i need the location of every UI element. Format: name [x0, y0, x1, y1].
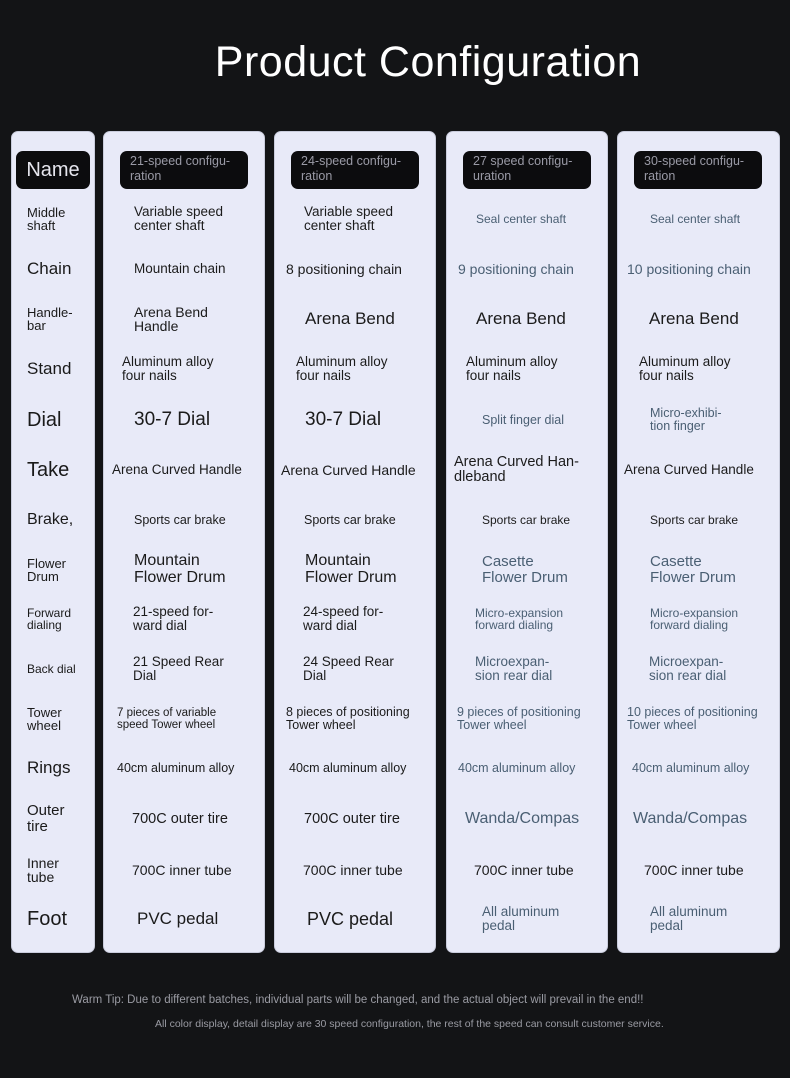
config-cell: Micro-expansion forward dialing: [650, 605, 739, 633]
config-cell: 24 Speed Rear Dial: [303, 654, 394, 684]
config-cell: Seal center shaft: [650, 211, 741, 226]
row-label: Brake,: [27, 510, 74, 528]
row-label: Take: [27, 458, 70, 481]
row-label: Handle- bar: [27, 304, 73, 334]
config-cell: 700C inner tube: [474, 861, 574, 878]
color-display-note: All color display, detail display are 30 speed configuration, the rest of the speed can consult customer service.: [155, 1018, 664, 1030]
config-cell: Casette Flower Drum: [650, 553, 736, 586]
config-cell: 8 positioning chain: [286, 260, 402, 277]
row-label: Flower Drum: [27, 555, 67, 585]
config-cell: 30-7 Dial: [305, 409, 382, 430]
config-cell: Microexpan- sion rear dial: [475, 654, 553, 684]
header-name: Name: [16, 151, 90, 189]
config-cell: Variable speed center shaft: [134, 204, 224, 234]
config-column-3: [446, 131, 608, 953]
header-config-3: 27 speed configu- uration: [463, 151, 591, 189]
header-config-2: 24-speed configu- ration: [291, 151, 419, 189]
row-label: Forward dialing: [27, 605, 72, 633]
config-cell: Microexpan- sion rear dial: [649, 654, 727, 684]
row-label: Inner tube: [27, 854, 59, 886]
row-label: Stand: [27, 359, 72, 378]
config-cell: 700C outer tire: [132, 810, 228, 827]
config-cell: Casette Flower Drum: [482, 553, 568, 586]
config-cell: All aluminum pedal: [650, 904, 728, 934]
config-cell: Sports car brake: [304, 512, 396, 527]
config-cell: Mountain Flower Drum: [134, 552, 226, 586]
config-cell: Sports car brake: [482, 512, 571, 527]
config-cell: Wanda/Compas: [633, 809, 748, 827]
config-cell: Mountain chain: [134, 261, 226, 276]
config-cell: Sports car brake: [650, 512, 739, 527]
config-cell: Arena Curved Handle: [112, 462, 242, 477]
config-cell: 10 pieces of positioning Tower wheel: [627, 705, 758, 733]
config-cell: 40cm aluminum alloy: [117, 760, 235, 775]
config-cell: Mountain Flower Drum: [305, 552, 397, 586]
config-cell: PVC pedal: [307, 908, 394, 929]
config-cell: 700C inner tube: [303, 861, 403, 878]
config-column-4: [617, 131, 780, 953]
row-label: Outer tire: [27, 802, 65, 835]
row-label: Rings: [27, 758, 71, 777]
config-cell: 21 Speed Rear Dial: [133, 654, 224, 684]
config-cell: 21-speed for- ward dial: [133, 604, 214, 634]
config-cell: Variable speed center shaft: [304, 204, 394, 234]
config-cell: Arena Curved Han- dleband: [454, 454, 579, 486]
config-cell: Split finger dial: [482, 412, 564, 427]
config-cell: Wanda/Compas: [465, 809, 580, 827]
config-column-1: [103, 131, 265, 953]
config-cell: PVC pedal: [137, 909, 219, 928]
config-cell: Arena Bend Handle: [134, 303, 208, 335]
config-cell: Arena Curved Handle: [624, 462, 754, 477]
page-title: Product Configuration: [214, 38, 642, 86]
config-cell: Sports car brake: [134, 512, 226, 527]
config-cell: Aluminum alloy four nails: [122, 354, 214, 384]
config-cell: 40cm aluminum alloy: [289, 760, 407, 775]
config-cell: 700C inner tube: [132, 861, 232, 878]
config-cell: Micro-expansion forward dialing: [475, 605, 564, 633]
config-cell: 40cm aluminum alloy: [458, 760, 576, 775]
config-cell: Seal center shaft: [476, 211, 567, 226]
config-cell: 9 pieces of positioning Tower wheel: [457, 705, 581, 733]
config-cell: 30-7 Dial: [134, 409, 211, 430]
row-label: Chain: [27, 259, 72, 278]
config-cell: Arena Bend: [476, 309, 566, 328]
config-column-2: [274, 131, 436, 953]
config-cell: 9 positioning chain: [458, 260, 574, 277]
row-label: Dial: [27, 408, 62, 431]
config-cell: 7 pieces of variable speed Tower wheel: [117, 707, 217, 732]
warm-tip: Warm Tip: Due to different batches, individual parts will be changed, and the actual object will prevail in the end!!: [72, 994, 644, 1006]
row-label: Back dial: [27, 661, 76, 676]
config-cell: Aluminum alloy four nails: [466, 354, 558, 384]
config-cell: Aluminum alloy four nails: [296, 354, 388, 384]
header-config-1: 21-speed configu- ration: [120, 151, 248, 189]
config-cell: 10 positioning chain: [627, 260, 751, 277]
config-cell: 24-speed for- ward dial: [303, 604, 384, 634]
config-cell: Aluminum alloy four nails: [639, 354, 731, 384]
config-cell: Arena Bend: [649, 309, 739, 328]
header-config-4: 30-speed configu- ration: [634, 151, 762, 189]
config-cell: Arena Curved Handle: [281, 461, 416, 478]
row-label: Foot: [27, 907, 68, 930]
config-cell: 700C outer tire: [304, 810, 400, 827]
row-label: Middle shaft: [27, 204, 66, 234]
config-cell: Arena Bend: [305, 309, 395, 328]
config-cell: All aluminum pedal: [482, 904, 560, 934]
config-cell: 8 pieces of positioning Tower wheel: [286, 705, 410, 733]
config-cell: Micro-exhibi- tion finger: [650, 406, 722, 434]
config-cell: 40cm aluminum alloy: [632, 760, 750, 775]
config-cell: 700C inner tube: [644, 861, 744, 878]
row-label: Tower wheel: [27, 704, 62, 734]
